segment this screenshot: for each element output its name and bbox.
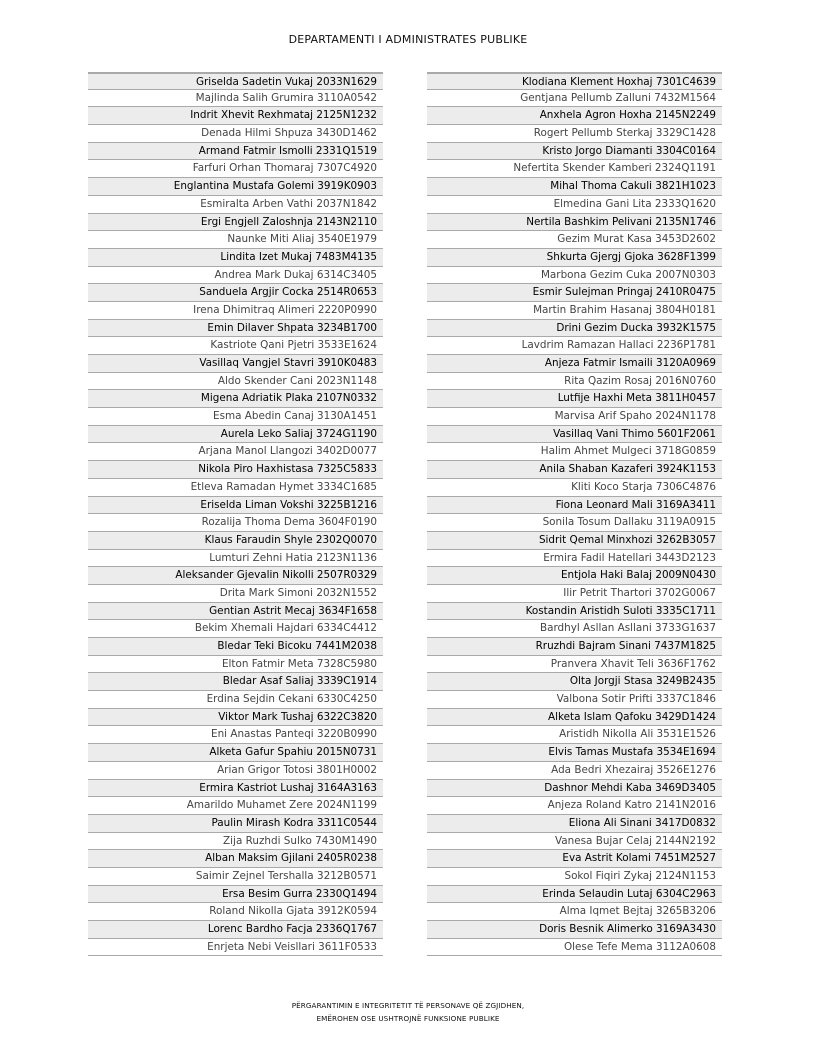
list-item: Bardhyl Asllan Asllani 3733G1637 bbox=[427, 620, 722, 638]
list-item: Eriselda Liman Vokshi 3225B1216 bbox=[88, 497, 383, 515]
list-item: Alketa Islam Qafoku 3429D1424 bbox=[427, 709, 722, 727]
list-item: Valbona Sotir Prifti 3337C1846 bbox=[427, 691, 722, 709]
list-item: Anxhela Agron Hoxha 2145N2249 bbox=[427, 107, 722, 125]
list-item: Klaus Faraudin Shyle 2302Q0070 bbox=[88, 532, 383, 550]
list-item: Nefertita Skender Kamberi 2324Q1191 bbox=[427, 160, 722, 178]
list-item: Lindita Izet Mukaj 7483M4135 bbox=[88, 249, 383, 267]
list-item: Lutfije Haxhi Meta 3811H0457 bbox=[427, 390, 722, 408]
list-item: Eliona Ali Sinani 3417D0832 bbox=[427, 815, 722, 833]
list-item: Erinda Selaudin Lutaj 6304C2963 bbox=[427, 886, 722, 904]
list-item: Gentian Astrit Mecaj 3634F1658 bbox=[88, 603, 383, 621]
list-item: Doris Besnik Alimerko 3169A3430 bbox=[427, 921, 722, 939]
list-item: Majlinda Salih Grumira 3110A0542 bbox=[88, 90, 383, 108]
list-item: Zija Ruzhdi Sulko 7430M1490 bbox=[88, 833, 383, 851]
list-item: Olta Jorgji Stasa 3249B2435 bbox=[427, 673, 722, 691]
list-item: Anila Shaban Kazaferi 3924K1153 bbox=[427, 461, 722, 479]
list-item: Sanduela Argjir Cocka 2514R0653 bbox=[88, 284, 383, 302]
list-item: Gezim Murat Kasa 3453D2602 bbox=[427, 231, 722, 249]
list-item: Drini Gezim Ducka 3932K1575 bbox=[427, 320, 722, 338]
list-item: Vasillaq Vangjel Stavri 3910K0483 bbox=[88, 355, 383, 373]
list-item: Halim Ahmet Mulgeci 3718G0859 bbox=[427, 443, 722, 461]
list-item: Erdina Sejdin Cekani 6330C4250 bbox=[88, 691, 383, 709]
list-item: Vanesa Bujar Celaj 2144N2192 bbox=[427, 833, 722, 851]
list-item: Elvis Tamas Mustafa 3534E1694 bbox=[427, 744, 722, 762]
list-item: Naunke Miti Aliaj 3540E1979 bbox=[88, 231, 383, 249]
list-item: Andrea Mark Dukaj 6314C3405 bbox=[88, 267, 383, 285]
footer-line-1: PËRGARANTIMIN E INTEGRITETIT TË PERSONAVE QË ZGJIDHEN, bbox=[291, 1001, 525, 1010]
list-item: Martin Brahim Hasanaj 3804H0181 bbox=[427, 302, 722, 320]
list-item: Sidrit Qemal Minxhozi 3262B3057 bbox=[427, 532, 722, 550]
list-item: Bekim Xhemali Hajdari 6334C4412 bbox=[88, 620, 383, 638]
list-item: Armand Fatmir Ismolli 2331Q1519 bbox=[88, 143, 383, 161]
list-item: Elton Fatmir Meta 7328C5980 bbox=[88, 656, 383, 674]
list-item: Sonila Tosum Dallaku 3119A0915 bbox=[427, 514, 722, 532]
list-item: Paulin Mirash Kodra 3311C0544 bbox=[88, 815, 383, 833]
list-item: Pranvera Xhavit Teli 3636F1762 bbox=[427, 656, 722, 674]
list-item: Bledar Teki Bicoku 7441M2038 bbox=[88, 638, 383, 656]
list-item: Lumturi Zehni Hatia 2123N1136 bbox=[88, 550, 383, 568]
list-item: Anjeza Fatmir Ismaili 3120A0969 bbox=[427, 355, 722, 373]
list-item: Mihal Thoma Cakuli 3821H1023 bbox=[427, 178, 722, 196]
list-item: Esmiralta Arben Vathi 2037N1842 bbox=[88, 196, 383, 214]
list-item: Olese Tefe Mema 3112A0608 bbox=[427, 939, 722, 957]
list-item: Englantina Mustafa Golemi 3919K0903 bbox=[88, 178, 383, 196]
list-item: Aldo Skender Cani 2023N1148 bbox=[88, 373, 383, 391]
list-item: Arian Grigor Totosi 3801H0002 bbox=[88, 762, 383, 780]
list-item: Alketa Gafur Spahiu 2015N0731 bbox=[88, 744, 383, 762]
list-item: Ada Bedri Xhezairaj 3526E1276 bbox=[427, 762, 722, 780]
list-item: Rozalija Thoma Dema 3604F0190 bbox=[88, 514, 383, 532]
list-item: Roland Nikolla Gjata 3912K0594 bbox=[88, 903, 383, 921]
list-item: Arjana Manol Llangozi 3402D0077 bbox=[88, 443, 383, 461]
right-name-list bbox=[427, 72, 722, 956]
list-item: Drita Mark Simoni 2032N1552 bbox=[88, 585, 383, 603]
document-title: DEPARTAMENTI I ADMINISTRATES PUBLIKE bbox=[288, 33, 528, 46]
list-item: Esmir Sulejman Pringaj 2410R0475 bbox=[427, 284, 722, 302]
list-item: Marvisa Arif Spaho 2024N1178 bbox=[427, 408, 722, 426]
list-item: Eva Astrit Kolami 7451M2527 bbox=[427, 850, 722, 868]
list-item: Indrit Xhevit Rexhmataj 2125N1232 bbox=[88, 107, 383, 125]
list-item: Farfuri Orhan Thomaraj 7307C4920 bbox=[88, 160, 383, 178]
list-item: Aristidh Nikolla Ali 3531E1526 bbox=[427, 726, 722, 744]
list-item: Ersa Besim Gurra 2330Q1494 bbox=[88, 886, 383, 904]
list-item: Sokol Fiqiri Zykaj 2124N1153 bbox=[427, 868, 722, 886]
list-item: Etleva Ramadan Hymet 3334C1685 bbox=[88, 479, 383, 497]
list-item: Denada Hilmi Shpuza 3430D1462 bbox=[88, 125, 383, 143]
list-item: Irena Dhimitraq Alimeri 2220P0990 bbox=[88, 302, 383, 320]
list-item: Fiona Leonard Mali 3169A3411 bbox=[427, 497, 722, 515]
list-item: Enrjeta Nebi Veisllari 3611F0533 bbox=[88, 939, 383, 957]
list-item: Eni Anastas Panteqi 3220B0990 bbox=[88, 726, 383, 744]
list-item: Kliti Koco Starja 7306C4876 bbox=[427, 479, 722, 497]
list-item: Rogert Pellumb Sterkaj 3329C1428 bbox=[427, 125, 722, 143]
list-item: Rruzhdi Bajram Sinani 7437M1825 bbox=[427, 638, 722, 656]
document-footer bbox=[0, 999, 816, 1025]
list-item: Bledar Asaf Saliaj 3339C1914 bbox=[88, 673, 383, 691]
list-item: Nertila Bashkim Pelivani 2135N1746 bbox=[427, 214, 722, 232]
list-item: Gentjana Pellumb Zalluni 7432M1564 bbox=[427, 90, 722, 108]
list-item: Klodiana Klement Hoxhaj 7301C4639 bbox=[427, 72, 722, 90]
footer-line-2: EMËROHEN OSE USHTROJNË FUNKSIONE PUBLIKE bbox=[316, 1014, 500, 1023]
list-item: Aurela Leko Saliaj 3724G1190 bbox=[88, 426, 383, 444]
list-item: Anjeza Roland Katro 2141N2016 bbox=[427, 797, 722, 815]
list-item: Saimir Zejnel Tershalla 3212B0571 bbox=[88, 868, 383, 886]
list-item: Amarildo Muhamet Zere 2024N1199 bbox=[88, 797, 383, 815]
list-item: Entjola Haki Balaj 2009N0430 bbox=[427, 567, 722, 585]
list-item: Ergi Engjell Zaloshnja 2143N2110 bbox=[88, 214, 383, 232]
list-item: Aleksander Gjevalin Nikolli 2507R0329 bbox=[88, 567, 383, 585]
list-item: Marbona Gezim Cuka 2007N0303 bbox=[427, 267, 722, 285]
list-item: Shkurta Gjergj Gjoka 3628F1399 bbox=[427, 249, 722, 267]
list-item: Rita Qazim Rosaj 2016N0760 bbox=[427, 373, 722, 391]
list-item: Lorenc Bardho Facja 2336Q1767 bbox=[88, 921, 383, 939]
list-item: Ilir Petrit Thartori 3702G0067 bbox=[427, 585, 722, 603]
list-item: Emin Dilaver Shpata 3234B1700 bbox=[88, 320, 383, 338]
list-item: Alban Maksim Gjilani 2405R0238 bbox=[88, 850, 383, 868]
list-item: Kastriote Qani Pjetri 3533E1624 bbox=[88, 337, 383, 355]
list-item: Esma Abedin Canaj 3130A1451 bbox=[88, 408, 383, 426]
list-item: Ermira Kastriot Lushaj 3164A3163 bbox=[88, 780, 383, 798]
left-name-list bbox=[88, 72, 383, 956]
list-item: Ermira Fadil Hatellari 3443D2123 bbox=[427, 550, 722, 568]
list-item: Elmedina Gani Lita 2333Q1620 bbox=[427, 196, 722, 214]
list-item: Vasillaq Vani Thimo 5601F2061 bbox=[427, 426, 722, 444]
list-item: Dashnor Mehdi Kaba 3469D3405 bbox=[427, 780, 722, 798]
list-item: Viktor Mark Tushaj 6322C3820 bbox=[88, 709, 383, 727]
list-item: Griselda Sadetin Vukaj 2033N1629 bbox=[88, 72, 383, 90]
list-item: Kostandin Aristidh Suloti 3335C1711 bbox=[427, 603, 722, 621]
list-item: Lavdrim Ramazan Hallaci 2236P1781 bbox=[427, 337, 722, 355]
list-item: Nikola Piro Haxhistasa 7325C5833 bbox=[88, 461, 383, 479]
list-item: Kristo Jorgo Diamanti 3304C0164 bbox=[427, 143, 722, 161]
list-item: Migena Adriatik Plaka 2107N0332 bbox=[88, 390, 383, 408]
list-item: Alma Iqmet Bejtaj 3265B3206 bbox=[427, 903, 722, 921]
